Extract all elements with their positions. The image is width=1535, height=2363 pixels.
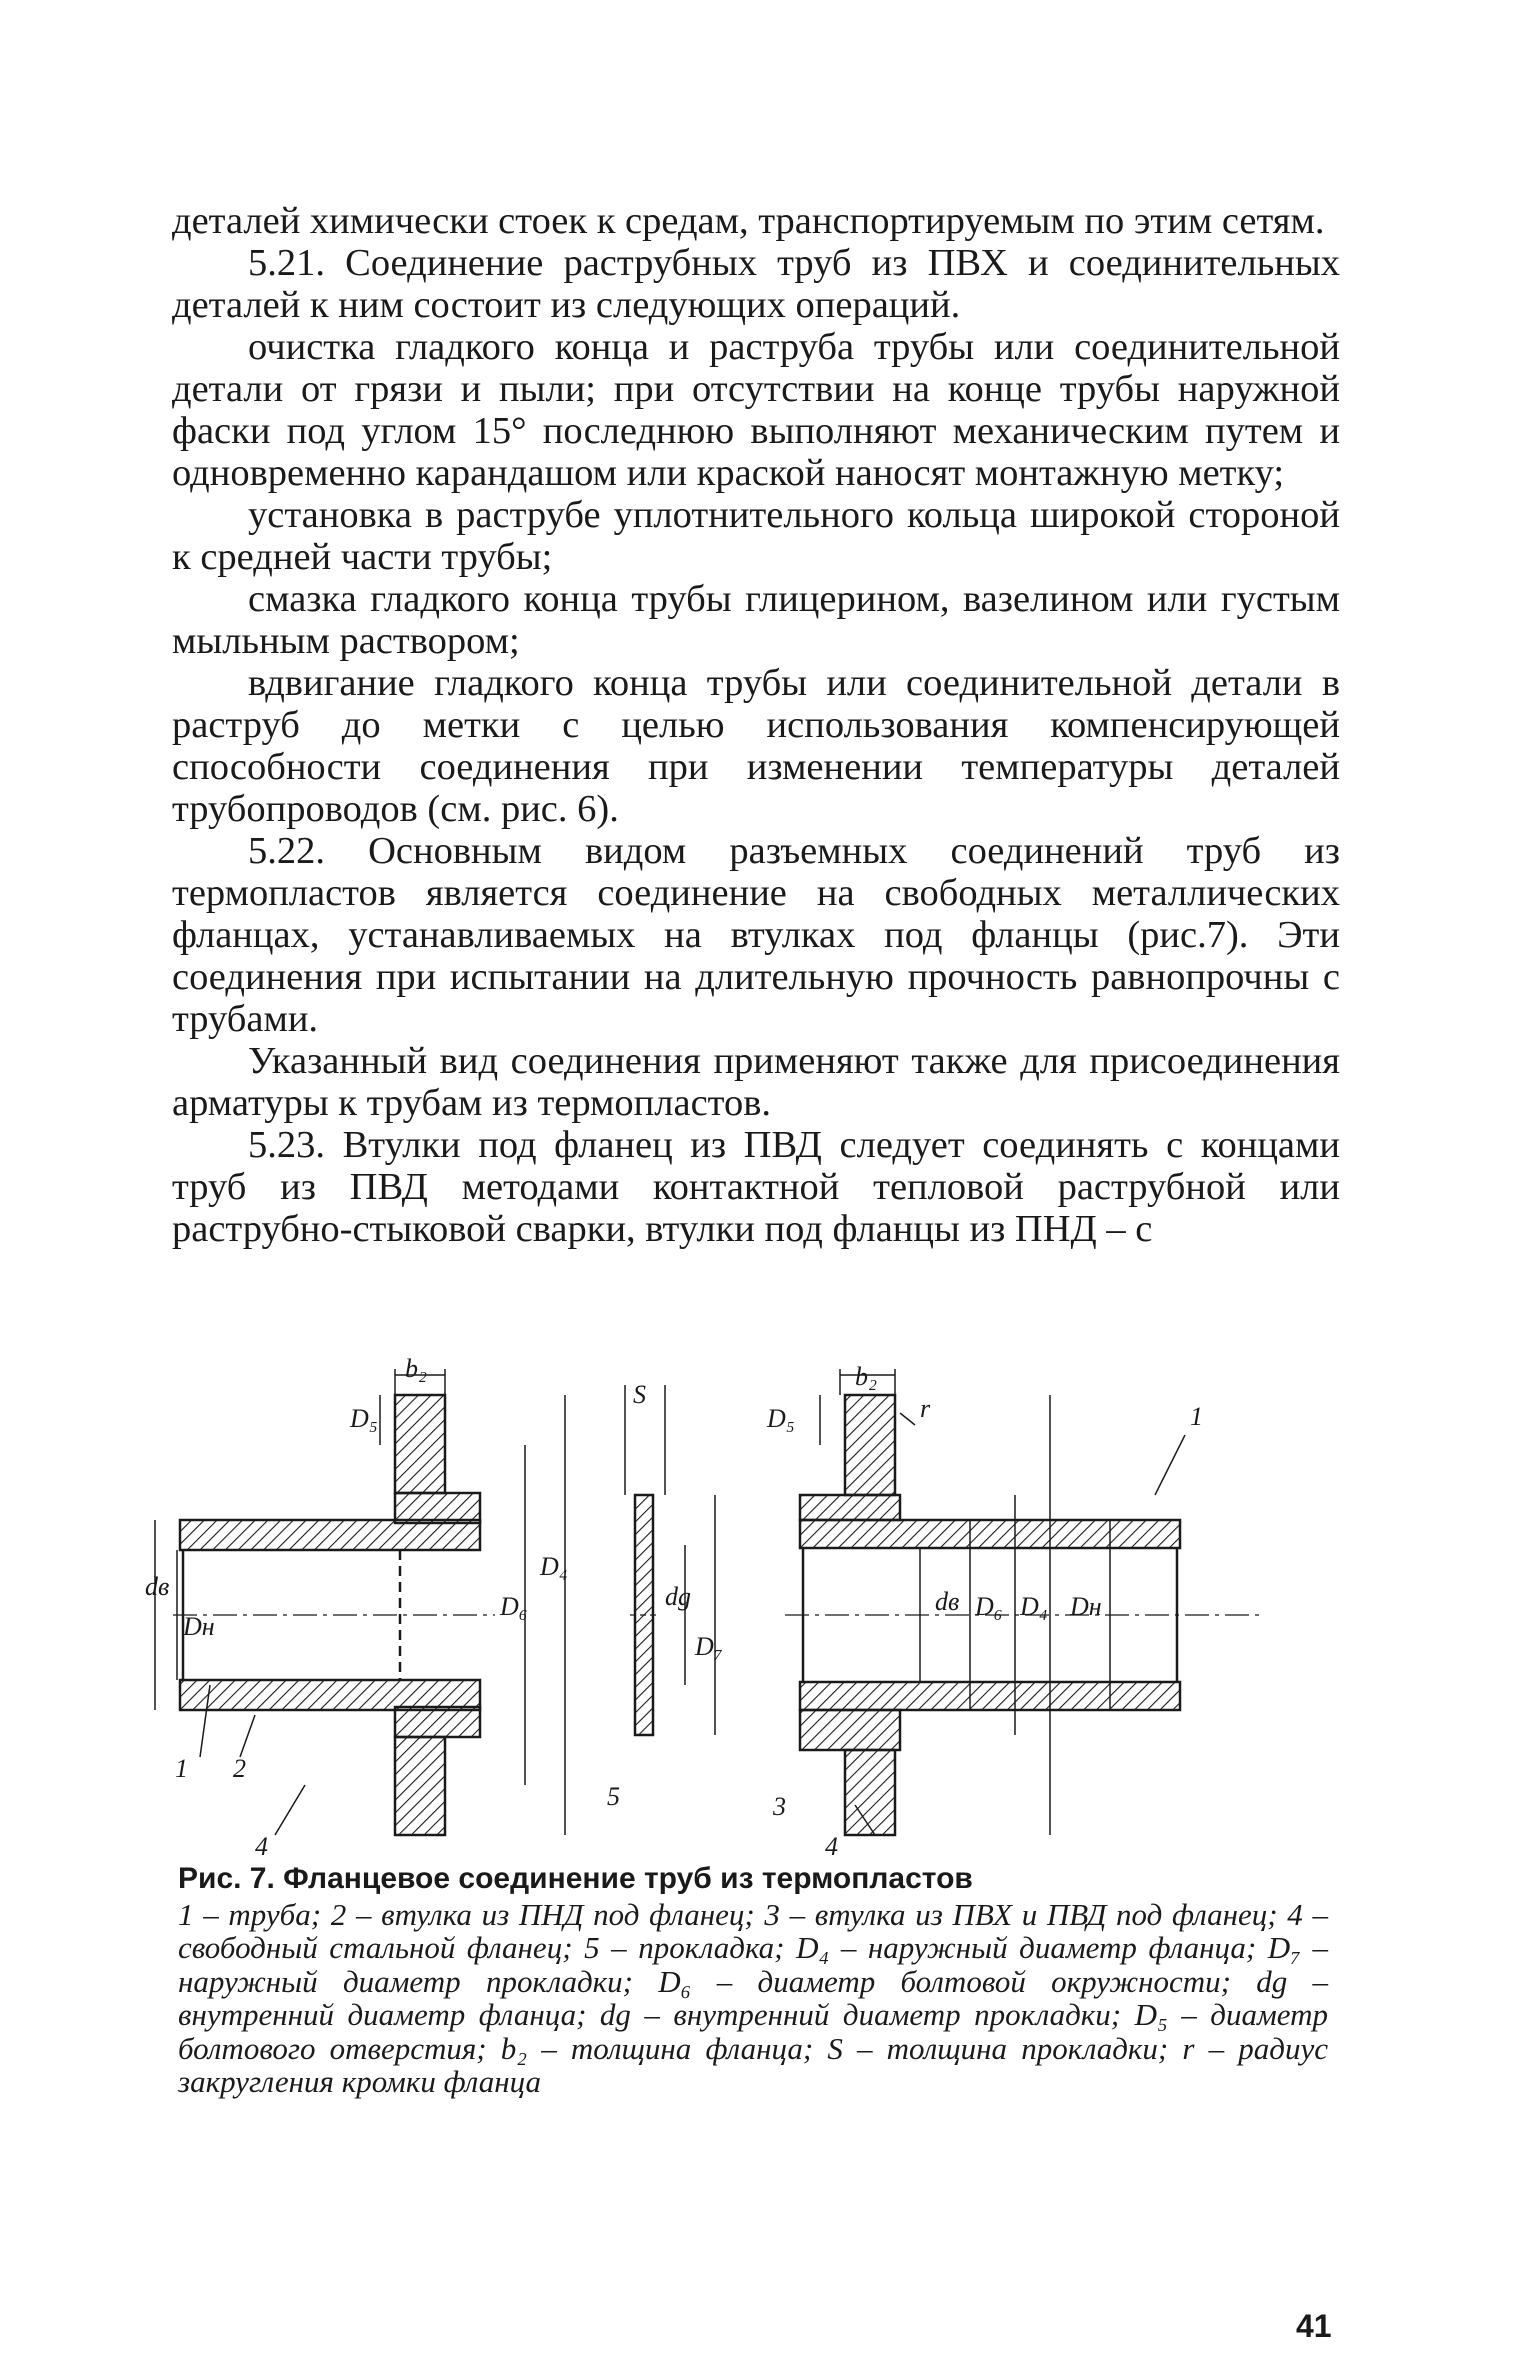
label-dv-right: dв [935,1587,960,1616]
pipe-wall-bottom-left [180,1680,480,1710]
label-dn-right: Dн [1070,1592,1102,1621]
paragraph-4: установка в раструбе уплотнительного кольца широкой стороной к средней части трубы; [172,494,1340,578]
label-1-right: 1 [1190,1402,1203,1431]
flange-top-left [395,1395,445,1493]
gasket [625,1385,715,1735]
label-d5-right: D₅ [767,1404,795,1433]
pipe-wall-top-left [180,1520,480,1550]
paragraph-7: 5.22. Основным видом разъемных соединений труб из термопластов является соединение на свободных металлических фланцах, устанавливаемых на втулках под фланцы (рис.7). Эти соединения при испытании на длительную прочность равнопрочны с трубами. [172,830,1340,1040]
label-4-right: 4 [825,1832,838,1861]
flange-drawing [145,1354,1385,1861]
figure-caption [178,1862,1328,2099]
paragraph-3: очистка гладкого конца и раструба трубы или соединительной детали от грязи и пыли; при отсутствии на конце трубы наружной фаски под углом 15° последнюю выполняют механическим путем и одновременно карандашом или краской наносят монтажную метку; [172,326,1340,494]
bushing-bottom-right [800,1710,900,1750]
flange-bottom-left [395,1737,445,1835]
paragraph-2: 5.21. Соединение раструбных труб из ПВХ и соединительных деталей к ним состоит из следующих операций. [172,242,1340,326]
label-d5-left: D₅ [350,1404,378,1433]
bushing-collar-bottom [395,1707,480,1737]
label-4-left: 4 [255,1832,268,1861]
label-d4-right: D₄ [1020,1592,1048,1621]
label-b2-left: b₂ [405,1354,428,1383]
label-1-left: 1 [175,1754,188,1783]
paragraph-1: деталей химически стоек к средам, транспортируемым по этим сетям. [172,200,1325,242]
flange-top-right [845,1395,895,1495]
label-2-left: 2 [233,1754,246,1783]
label-r: r [920,1394,931,1423]
label-dv-left: dв [145,1572,170,1601]
label-3: 3 [773,1792,786,1821]
caption-title: Рис. 7. Фланцевое соединение труб из термопластов [178,1862,973,1895]
label-d4-left: D₄ [540,1552,568,1581]
paragraph-8: Указанный вид соединения применяют также для присоединения арматуры к трубам из термопластов. [172,1040,1340,1124]
bushing-top-right [800,1495,900,1520]
label-dn-left: Dн [183,1612,215,1641]
label-d7: D₇ [695,1632,723,1661]
paragraph-5: смазка гладкого конца трубы глицерином, вазелином или густым мыльным раствором; [172,578,1340,662]
pipe-wall-bottom-right [800,1682,1180,1710]
body-text [172,200,1340,1250]
caption-legend: 1 – труба; 2 – втулка из ПНД под фланец; 3 – втулка из ПВХ и ПВД под фланец; 4 – свободный стальной фланец; 5 – прокладка; D₄ – наружный диаметр фланца; D₇ – наружный диаметр прокладки; D₆ – диаметр болтовой окружности; dg – внутренний диаметр фланца; dg – внутренний диаметр прокладки; D₅ – диаметр болтового отверстия; b₂ – толщина фланца; S – толщина прокладки; r – радиус закругления кромки фланца [178,1896,1328,2099]
pipe-wall-top-right [800,1520,1180,1548]
label-d6-right: D₆ [975,1592,1003,1621]
label-dg: dg [665,1582,691,1611]
figure-flange-connection [145,1354,1385,1861]
label-b2-right: b₂ [855,1362,878,1391]
label-d6-left: D₆ [500,1592,528,1621]
paragraph-6: вдвигание гладкого конца трубы или соединительной детали в раструб до метки с целью использования компенсирующей способности соединения при изменении температуры деталей трубопроводов (см. рис. 6). [172,662,1340,830]
bushing-collar-top [395,1493,480,1523]
flange-bottom-right [845,1750,895,1835]
label-s: S [633,1380,646,1409]
page-number: 41 [1296,2308,1332,2344]
label-5: 5 [607,1782,620,1811]
paragraph-9: 5.23. Втулки под фланец из ПВД следует соединять с концами труб из ПВД методами контактной тепловой раструбной или раструбно-стыковой сварки, втулки под фланцы из ПНД – с [172,1124,1340,1250]
